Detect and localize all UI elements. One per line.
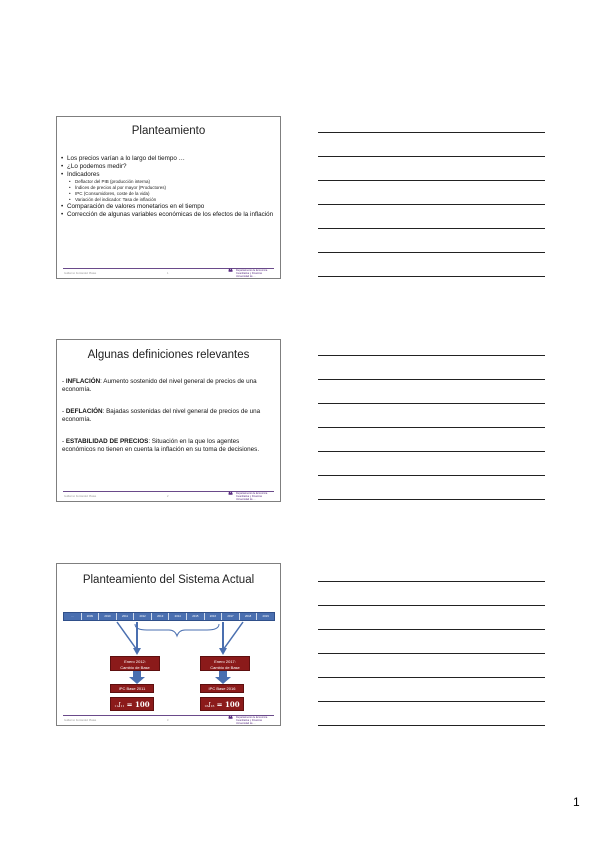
slide-3 [56,563,281,726]
quote-logo-icon: ❝ [228,268,233,278]
note-line [318,132,545,133]
note-line [318,276,545,277]
formula-box-left: 11I11 = 100 [110,697,154,711]
arrow-head-left [133,648,141,655]
arrow-head-right [219,648,227,655]
slide-title: Planteamiento del Sistema Actual [82,574,255,586]
quote-logo-icon: ❝ [228,715,233,725]
definition-inflacion: - INFLACIÓN: Aumento sostenido del nivel general de precios de una economía. [62,378,257,393]
note-line [318,653,545,654]
change-base-box-right: Enero 2017: Cambio de Base [200,656,250,671]
timeline-cell: 2010 [99,613,117,620]
timeline-arrows [57,564,281,726]
department-logo: ❝ Departamento de Economía Cuantitativa y Finanzas Universidad de ... [228,491,268,501]
slide-1 [56,116,281,279]
timeline-cell: 2018 [240,613,258,620]
formula-box-right: 16I16 = 100 [200,697,244,711]
ipc-base-2011-box: IPC Base 2011 [110,684,154,693]
note-line [318,475,545,476]
list-item: • Comparación de valores monetarios en el tiempo [61,203,281,211]
note-line [318,180,545,181]
note-line [318,725,545,726]
note-line [318,204,545,205]
bullet-list [61,155,281,219]
list-item: • Indicadores [61,171,281,179]
timeline-cell: 2009 [82,613,100,620]
period-brace [135,624,219,636]
timeline-cell: 2017 [222,613,240,620]
arrow-down-left [129,670,145,684]
footer-page: 2 [167,495,169,498]
note-line [318,629,545,630]
list-item: • Variación del indicador: Tasa de inflación [61,197,281,203]
timeline-cell: 2011 [117,613,135,620]
list-item: • IPC (Consumidores, coste de la vida) [61,191,281,197]
arrow-down-right [215,670,231,684]
list-item: • ¿Lo podemos medir? [61,163,281,171]
note-line [318,379,545,380]
note-line [318,427,545,428]
slide-2 [56,339,281,502]
department-logo: ❝ Departamento de Economía Cuantitativa y Finanzas Universidad de ... [228,715,268,725]
note-line [318,252,545,253]
timeline-cell: 2019 [262,614,269,618]
note-line [318,677,545,678]
timeline-cell: … [64,613,82,620]
note-line [318,355,545,356]
slide-title: Algunas definiciones relevantes [87,349,250,361]
slide-title: Planteamiento [131,125,206,137]
footer-page: 1 [167,272,169,275]
definition-deflacion: - DEFLACIÓN: Bajadas sostenidas del nivel general de precios de una economía. [62,408,261,423]
note-line [318,451,545,452]
note-line [318,581,545,582]
footer-page: 3 [167,719,169,722]
note-line [318,605,545,606]
note-line [318,228,545,229]
note-line [318,701,545,702]
note-line [318,403,545,404]
timeline-cell: 2014 [169,613,187,620]
quote-logo-icon: ❝ [228,491,233,501]
footer-author: Guillermo Fernández Platas [64,495,97,498]
footer-author: Guillermo Fernández Platas [64,719,97,722]
list-item: • Corrección de algunas variables económicas de los efectos de la inflación [61,211,281,219]
timeline-cell: 2016 [205,613,223,620]
ipc-base-2016-box: IPC Base 2016 [200,684,244,693]
definition-estabilidad: - ESTABILIDAD DE PRECIOS: Situación en la que los agentes económicos no tienen en cuenta la inflación en su toma de decisiones. [62,438,260,453]
note-line [318,156,545,157]
page-number: 1 [573,795,580,809]
timeline-cell: 2012 [134,613,152,620]
list-item: • Índices de precios al por mayor (Productores) [61,185,281,191]
list-item: • Deflactor del PIB (producción interna) [61,179,281,185]
timeline-cell: 2015 [187,613,205,620]
list-item: • Los precios varían a lo largo del tiempo … [61,155,281,163]
timeline-cell: 2013 [152,613,170,620]
note-line [318,499,545,500]
change-base-box-left: Enero 2012: Cambio de Base [110,656,160,671]
department-logo: ❝ Departamento de Economía Cuantitativa y Finanzas Universidad de ... [228,268,268,278]
footer-author: Guillermo Fernández Platas [64,272,97,275]
